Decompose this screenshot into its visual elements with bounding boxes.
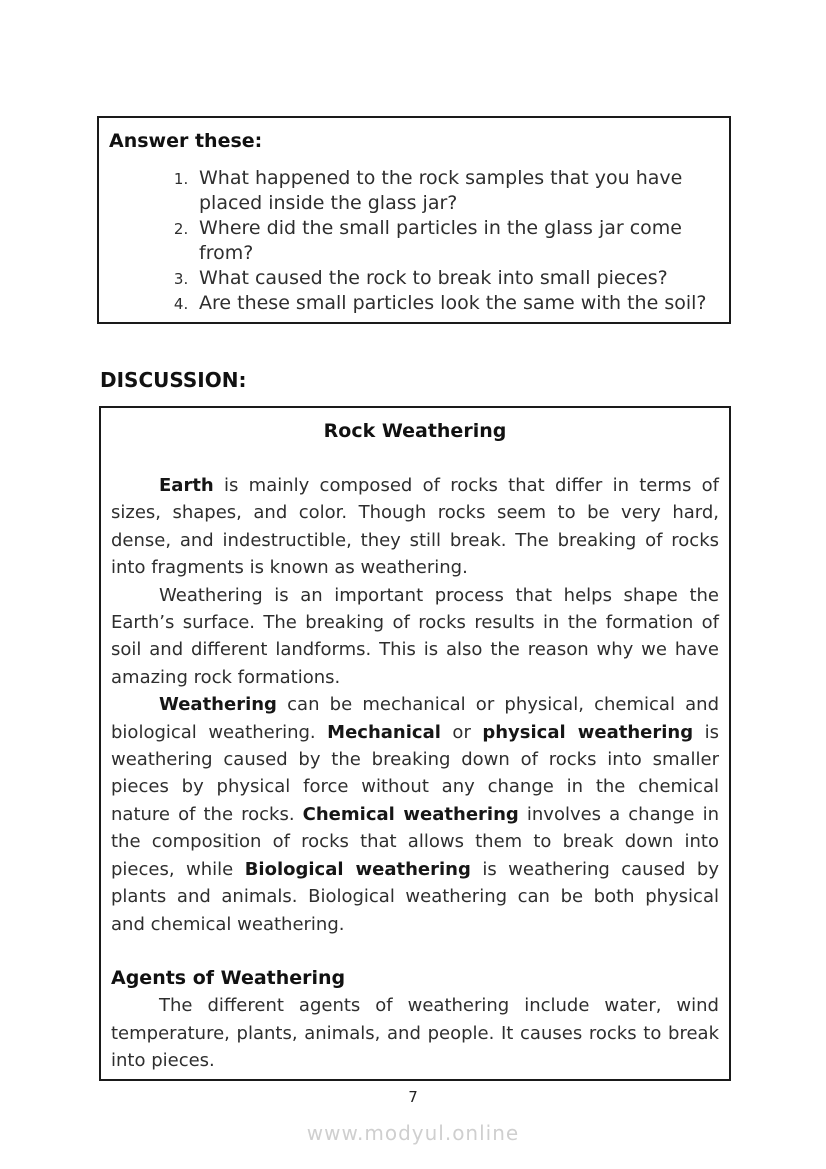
- blank-line: [111, 938, 719, 965]
- question-list: [109, 166, 717, 316]
- paragraph-weathering-process: Weathering is an important process that helps shape the Earth’s surface. The breaking of rocks results in the formation of soil and different landforms. This is also the reason why we have amazing rock formations.: [111, 584, 719, 688]
- question-item-3: 3. What caused the rock to break into small pieces?: [193, 266, 717, 291]
- answer-box-title: Answer these:: [109, 130, 263, 152]
- discussion-box: [99, 406, 731, 1081]
- paragraph-agents: The different agents of weathering include water, wind temperature, plants, animals, and people. It causes rocks to break into pieces.: [111, 995, 719, 1072]
- question-item-1: 1. What happened to the rock samples that you have placed inside the glass jar?: [193, 166, 717, 216]
- agents-subheading: Agents of Weathering: [111, 966, 346, 989]
- answer-box: [97, 116, 731, 324]
- paragraph-weathering-types: Weathering can be mechanical or physical, chemical and biological weathering. Mechanical or physical weathering is weathering caused by the breaking down of rocks into smaller pieces by physical force without any change in the chemical nature of the rocks. Chemical weathering involves a change in the composition of rocks that allows them to break down into pieces, while Biological weathering is weathering caused by plants and animals. Biological weathering can be both physical and chemical weathering.: [111, 694, 719, 935]
- blank-line: [111, 445, 719, 472]
- watermark-text: www.modyul.online: [306, 1121, 520, 1145]
- page-number: 7: [408, 1088, 418, 1106]
- question-item-4: 4. Are these small particles look the same with the soil?: [193, 291, 717, 316]
- discussion-box-title: Rock Weathering: [323, 420, 507, 442]
- paragraph-earth: Earth is mainly composed of rocks that differ in terms of sizes, shapes, and color. Though rocks seem to be very hard, dense, and indestructible, they still break. The breaking of rocks into fragments is known as weathering.: [111, 475, 719, 579]
- question-item-2: 2. Where did the small particles in the glass jar come from?: [193, 216, 717, 266]
- discussion-heading: DISCUSSION:: [100, 368, 247, 392]
